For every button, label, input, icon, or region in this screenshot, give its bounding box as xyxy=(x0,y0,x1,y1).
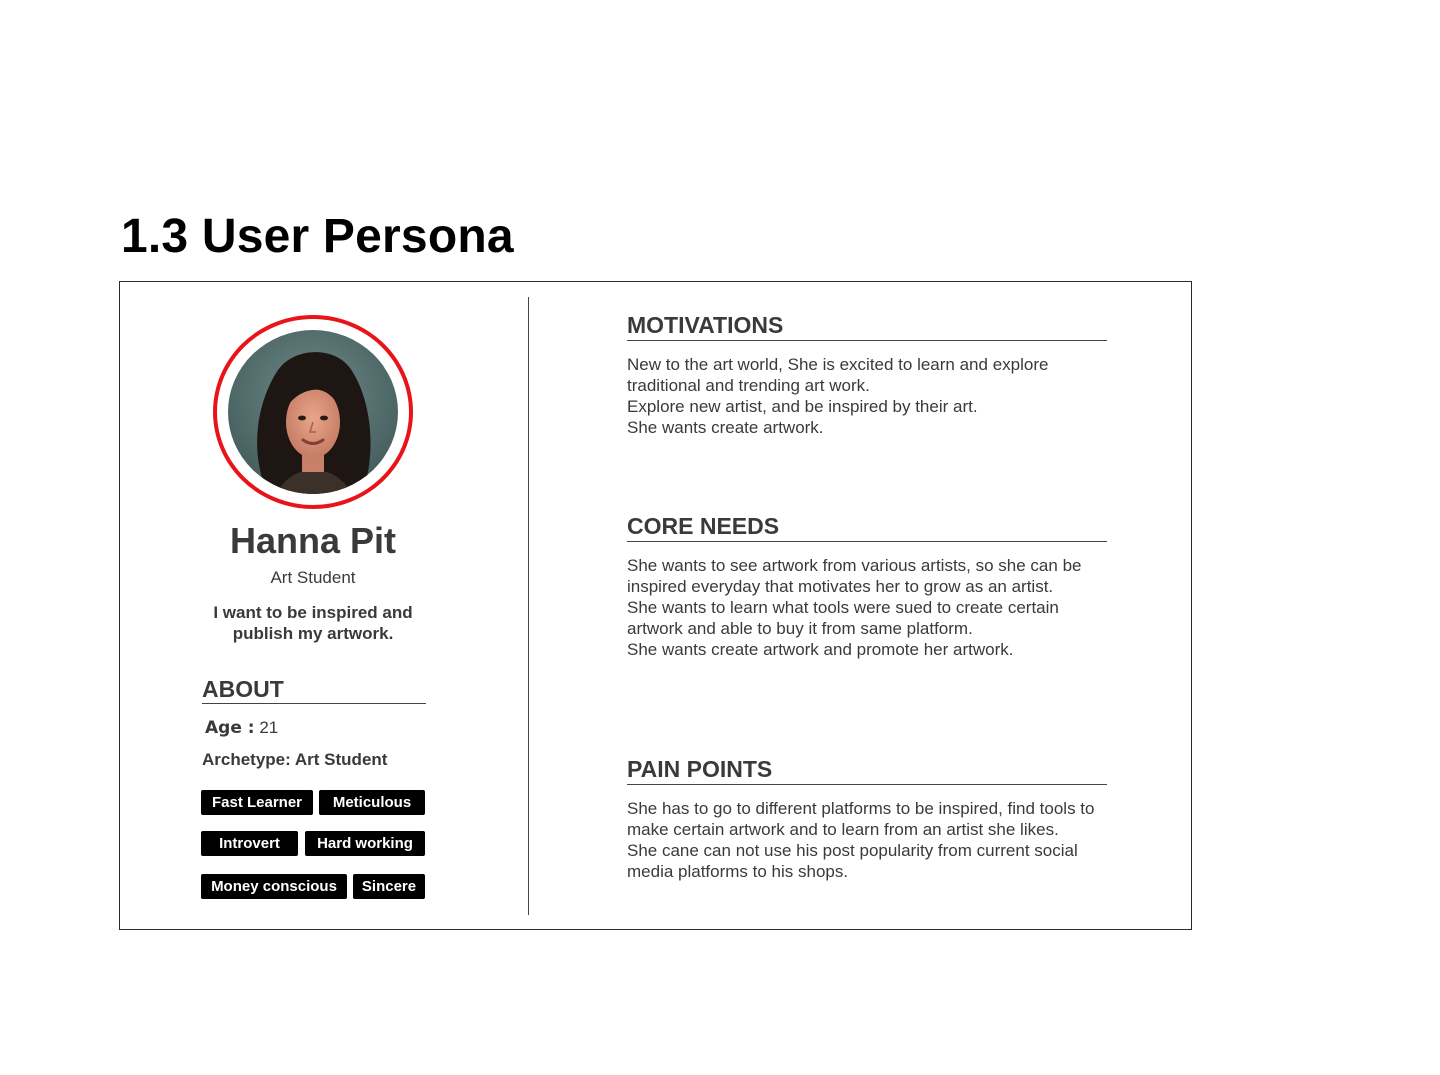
trait-tag: Money conscious xyxy=(201,874,347,899)
persona-role: Art Student xyxy=(270,568,356,587)
motivations-section xyxy=(627,312,1107,438)
core-need-line: She wants to learn what tools were sued to create certain artwork and able to buy it from same platform. xyxy=(627,598,1059,638)
trait-tag: Introvert xyxy=(201,831,298,856)
archetype xyxy=(202,750,387,770)
archetype-text: Archetype: Art Student xyxy=(202,750,388,769)
motivation-line: She wants create artwork. xyxy=(627,418,824,437)
about-heading: ABOUT xyxy=(202,676,426,704)
age-value: 21 xyxy=(259,718,279,737)
column-divider xyxy=(528,297,529,915)
trait-tag: Sincere xyxy=(353,874,425,899)
page-title: 1.3 User Persona xyxy=(121,210,514,263)
pain-points-section xyxy=(627,756,1107,882)
age-label: Age : xyxy=(205,718,255,738)
avatar-photo xyxy=(228,330,398,494)
age-row xyxy=(205,718,278,738)
pain-point-line: She cane can not use his post popularity from current social media platforms to his shops. xyxy=(627,841,1078,881)
core-need-line: She wants to see artwork from various artists, so she can be inspired everyday that motivates her to grow as an artist. xyxy=(627,556,1082,596)
core-needs-heading: CORE NEEDS xyxy=(627,513,1107,542)
persona-quote: I want to be inspired and publish my artwork. xyxy=(213,603,413,643)
pain-point-line: She has to go to different platforms to be inspired, find tools to make certain artwork and to learn from an artist she likes. xyxy=(627,799,1095,839)
avatar xyxy=(228,330,398,494)
trait-tag: Hard working xyxy=(305,831,425,856)
pain-points-heading: PAIN POINTS xyxy=(627,756,1107,785)
motivations-body xyxy=(627,354,1107,438)
motivation-line: Explore new artist, and be inspired by their art. xyxy=(627,397,978,416)
core-needs-section xyxy=(627,513,1107,660)
pain-points-body xyxy=(627,798,1107,882)
core-need-line: She wants create artwork and promote her artwork. xyxy=(627,640,1014,659)
motivation-line: New to the art world, She is excited to learn and explore traditional and trending art work. xyxy=(627,355,1049,395)
trait-tag: Meticulous xyxy=(319,790,425,815)
core-needs-body xyxy=(627,555,1107,660)
motivations-heading: MOTIVATIONS xyxy=(627,312,1107,341)
persona-card xyxy=(119,281,1192,930)
trait-tag: Fast Learner xyxy=(201,790,313,815)
persona-name: Hanna Pit xyxy=(229,520,397,561)
